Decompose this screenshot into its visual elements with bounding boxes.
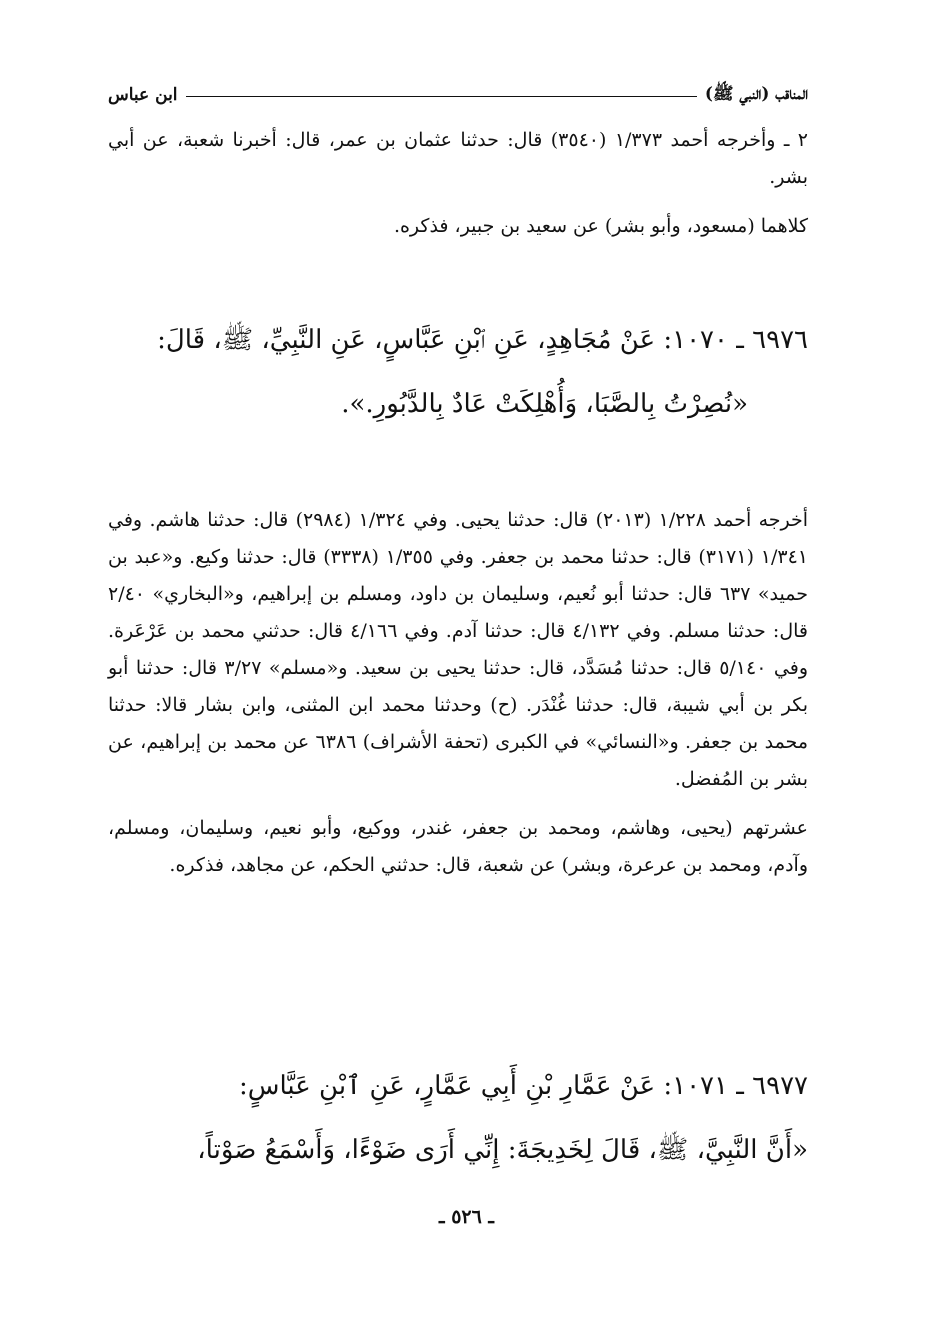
takhrij-summary: عشرتهم (يحيى، وهاشم، ومحمد بن جعفر، غندر، ووكيع، وأبو نعيم، وسليمان، ومسلم، وآدم، ومحمد بن عرعرة، وبشر) عن شعبة، قال: حدثني الحكم، عن مجاهد، فذكره. bbox=[108, 817, 808, 876]
hadith-matn: «نُصِرْتُ بِالصَّبَا، وَأُهْلِكَتْ عَادٌ بِالدَّبُورِ.». bbox=[341, 389, 748, 419]
hadith-6976 bbox=[108, 312, 808, 432]
takhrij-paragraph: ٢ ـ وأخرجه أحمد ١/٣٧٣ (٣٥٤٠) قال: حدثنا عثمان بن عمر، قال: أخبرنا شعبة، عن أبي بشر. bbox=[108, 129, 808, 188]
takhrij-paragraph: أخرجه أحمد ١/٢٢٨ (٢٠١٣) قال: حدثنا يحيى. وفي ١/٣٢٤ (٢٩٨٤) قال: حدثنا هاشم. وفي ١/٣٤١ (٣١٧١) قال: حدثنا محمد بن جعفر. وفي ١/٣٥٥ (٣٣٣٨) قال: حدثنا وكيع. و«عبد بن حميد» ٦٣٧ قال: حدثنا أبو نُعيم، وسليمان بن داود، ومسلم بن إبراهيم، و«البخاري» ٢/٤٠ قال: حدثنا مسلم. وفي ٤/١٣٢ قال: حدثنا آدم. وفي ٤/١٦٦ قال: حدثني محمد بن عَرْعَرة. وفي ٥/١٤٠ قال: حدثنا مُسَدَّد، قال: حدثنا يحيى بن سعيد. و«مسلم» ٣/٢٧ قال: حدثنا أبو بكر بن أبي شيبة، قال: حدثنا غُنْدَر. (ح) وحدثنا محمد ابن المثنى، وابن بشار قالا: حدثنا محمد بن جعفر. و«النسائي» في الكبرى (تحفة الأشراف) ٦٣٨٦ عن محمد بن إبراهيم، عن بشر بن المُفضل. bbox=[108, 509, 809, 790]
takhrij-summary: كلاهما (مسعود، وأبو بشر) عن سعيد بن جبير، فذكره. bbox=[393, 215, 808, 237]
hadith-6977 bbox=[108, 1058, 808, 1178]
page-number: ـ ٥٢٦ ـ bbox=[439, 1206, 494, 1228]
header-section-title: ابن عباس bbox=[108, 85, 178, 105]
hadith-isnad: ٦٩٧٧ ـ ١٠٧١: عَنْ عَمَّارِ بْنِ أَبِي عَمَّارٍ، عَنِ ٱبْنِ عَبَّاسٍ: bbox=[238, 1071, 808, 1101]
takhrij-block-1 bbox=[108, 122, 808, 245]
hadith-matn: «أَنَّ النَّبِيَّ، ﷺ، قَالَ لِخَدِيجَةَ: إِنِّي أَرَى ضَوْءًا، وَأَسْمَعُ صَوْتاً، bbox=[197, 1135, 808, 1165]
running-header bbox=[108, 82, 808, 108]
header-chapter-title: المناقب (النبي ﷺ) bbox=[704, 83, 808, 104]
takhrij-block-2 bbox=[108, 502, 808, 884]
header-rule bbox=[186, 96, 697, 97]
hadith-isnad: ٦٩٧٦ ـ ١٠٧٠: عَنْ مُجَاهِدٍ، عَنِ ٱبْنِ عَبَّاسٍ، عَنِ النَّبِيِّ، ﷺ، قَالَ: bbox=[157, 325, 808, 355]
